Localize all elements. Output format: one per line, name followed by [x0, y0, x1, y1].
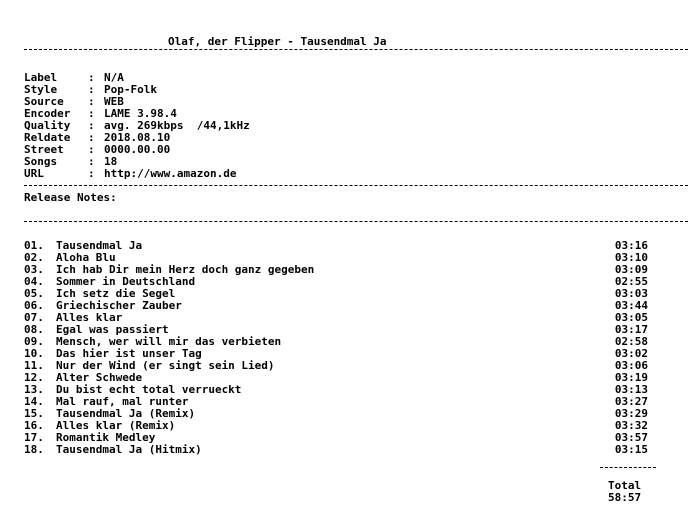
- track-number: 15.: [24, 407, 44, 420]
- meta-separator: :: [88, 95, 95, 108]
- track-duration: 03:27: [614, 395, 648, 408]
- track-title: Alles klar: [56, 311, 123, 324]
- track-title: Tausendmal Ja (Remix): [56, 407, 196, 420]
- meta-key: Style: [24, 83, 58, 96]
- track-title: Das hier ist unser Tag: [56, 347, 202, 360]
- track-duration: 02:55: [614, 275, 648, 288]
- meta-value: avg. 269kbps /44,1kHz: [104, 119, 250, 132]
- total-divider: [600, 467, 656, 468]
- meta-separator: :: [88, 167, 95, 180]
- track-title: Alter Schwede: [56, 371, 143, 384]
- track-title: Ich hab Dir mein Herz doch ganz gegeben: [56, 263, 315, 276]
- track-title: Sommer in Deutschland: [56, 275, 196, 288]
- track-duration: 03:06: [614, 359, 648, 372]
- track-number: 07.: [24, 311, 44, 324]
- track-duration: 03:09: [614, 263, 648, 276]
- track-number: 05.: [24, 287, 44, 300]
- track-duration: 02:58: [614, 335, 648, 348]
- meta-key: Quality: [24, 119, 71, 132]
- track-number: 11.: [24, 359, 44, 372]
- meta-separator: :: [88, 131, 95, 144]
- track-number: 02.: [24, 251, 44, 264]
- track-title: Mensch, wer will mir das verbieten: [56, 335, 282, 348]
- track-title: Nur der Wind (er singt sein Lied): [56, 359, 275, 372]
- release-notes-label: Release Notes:: [24, 191, 117, 204]
- meta-separator: :: [88, 143, 95, 156]
- meta-separator: :: [88, 155, 95, 168]
- track-duration: 03:32: [614, 419, 648, 432]
- track-number: 12.: [24, 371, 44, 384]
- track-duration: 03:17: [614, 323, 648, 336]
- total-label: Total: [608, 479, 642, 492]
- meta-value: Pop-Folk: [104, 83, 157, 96]
- track-duration: 03:57: [614, 431, 648, 444]
- track-title: Tausendmal Ja: [56, 239, 143, 252]
- divider-notes: [24, 215, 688, 227]
- meta-separator: :: [88, 71, 95, 84]
- track-number: 04.: [24, 275, 44, 288]
- track-title: Griechischer Zauber: [56, 299, 182, 312]
- track-number: 03.: [24, 263, 44, 276]
- meta-separator: :: [88, 83, 95, 96]
- track-number: 16.: [24, 419, 44, 432]
- track-title: Romantik Medley: [56, 431, 156, 444]
- track-duration: 03:29: [614, 407, 648, 420]
- track-number: 14.: [24, 395, 44, 408]
- meta-key: Source: [24, 95, 64, 108]
- meta-key: Songs: [24, 155, 58, 168]
- track-duration: 03:02: [614, 347, 648, 360]
- total-value: 58:57: [608, 491, 642, 504]
- meta-separator: :: [88, 107, 95, 120]
- track-row: [24, 444, 648, 456]
- track-title: Tausendmal Ja (Hitmix): [56, 443, 202, 456]
- track-duration: 03:16: [614, 239, 648, 252]
- track-number: 10.: [24, 347, 44, 360]
- track-number: 06.: [24, 299, 44, 312]
- divider-top: [24, 43, 688, 55]
- meta-separator: :: [88, 119, 95, 132]
- track-duration: 03:10: [614, 251, 648, 264]
- meta-key: Street: [24, 143, 64, 156]
- track-title: Alles klar (Remix): [56, 419, 176, 432]
- track-number: 08.: [24, 323, 44, 336]
- meta-key: URL: [24, 167, 44, 180]
- track-title: Ich setz die Segel: [56, 287, 176, 300]
- track-row: [24, 240, 648, 252]
- track-duration: 03:03: [614, 287, 648, 300]
- track-number: 01.: [24, 239, 44, 252]
- page-title: Olaf, der Flipper - Tausendmal Ja: [168, 35, 387, 48]
- track-duration: 03:13: [614, 383, 648, 396]
- meta-value: http://www.amazon.de: [104, 167, 237, 180]
- track-title: Mal rauf, mal runter: [56, 395, 189, 408]
- track-duration: 03:15: [614, 443, 648, 456]
- track-number: 09.: [24, 335, 44, 348]
- track-number: 18.: [24, 443, 44, 456]
- divider-meta: [24, 179, 688, 191]
- track-title: Du bist echt total verrueckt: [56, 383, 242, 396]
- meta-value: WEB: [104, 95, 124, 108]
- track-number: 17.: [24, 431, 44, 444]
- meta-value: 0000.00.00: [104, 143, 171, 156]
- track-title: Egal was passiert: [56, 323, 169, 336]
- track-duration: 03:19: [614, 371, 648, 384]
- meta-value: LAME 3.98.4: [104, 107, 177, 120]
- meta-key: Label: [24, 71, 58, 84]
- meta-value: 2018.08.10: [104, 131, 171, 144]
- meta-value: N/A: [104, 71, 124, 84]
- meta-key: Encoder: [24, 107, 71, 120]
- track-duration: 03:05: [614, 311, 648, 324]
- meta-key: Reldate: [24, 131, 71, 144]
- track-number: 13.: [24, 383, 44, 396]
- meta-value: 18: [104, 155, 118, 168]
- track-title: Aloha Blu: [56, 251, 116, 264]
- track-duration: 03:44: [614, 299, 648, 312]
